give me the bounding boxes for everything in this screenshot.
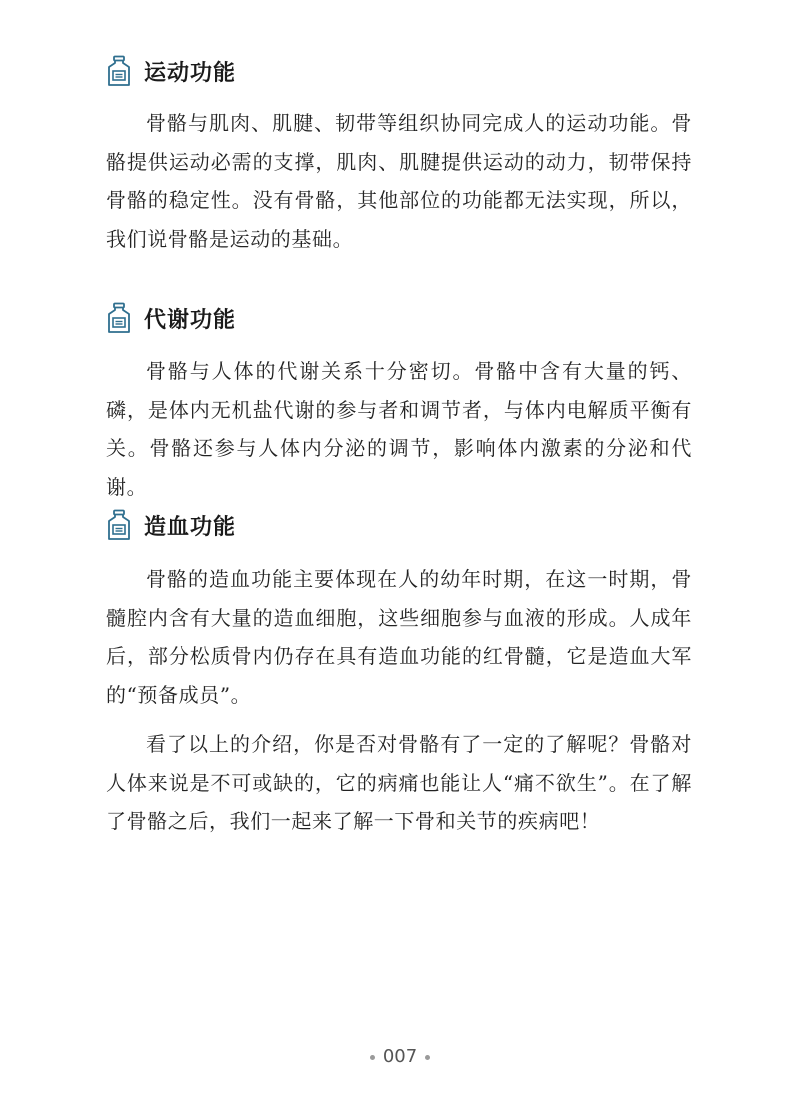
paragraph: 骨骼的造血功能主要体现在人的幼年时期，在这一时期，骨髓腔内含有大量的造血细胞，这些细胞参与血液的形成。人成年后，部分松质骨内仍存在具有造血功能的红骨髓，它是造血大军的“预备成员”。 <box>106 567 692 707</box>
paragraph: 看了以上的介绍，你是否对骨骼有了一定的了解呢？骨骼对人体来说是不可或缺的，它的病痛也能让人“痛不欲生”。在了解了骨骼之后，我们一起来了解一下骨和关节的疾病吧！ <box>106 732 692 833</box>
section-header-hematopoiesis <box>106 505 236 545</box>
section-header-metabolism <box>106 298 236 338</box>
page-number <box>0 1046 800 1067</box>
dot-left <box>370 1055 375 1060</box>
medicine-bottle-icon <box>106 302 132 334</box>
paragraph: 骨骼与肌肉、肌腱、韧带等组织协同完成人的运动功能。骨骼提供运动必需的支撑，肌肉、肌腱提供运动的动力，韧带保持骨骼的稳定性。没有骨骼，其他部位的功能都无法实现，所以，我们说骨骼是运动的基础。 <box>106 111 692 251</box>
dot-right <box>425 1055 430 1060</box>
medicine-bottle-icon <box>106 509 132 541</box>
section-title: 造血功能 <box>144 514 237 540</box>
section-title: 代谢功能 <box>144 307 237 333</box>
section-header-motion <box>106 51 236 91</box>
section-title: 运动功能 <box>144 60 237 86</box>
medicine-bottle-icon <box>106 55 132 87</box>
page-number-text: 007 <box>382 1046 418 1067</box>
paragraph: 骨骼与人体的代谢关系十分密切。骨骼中含有大量的钙、磷，是体内无机盐代谢的参与者和调节者，与体内电解质平衡有关。骨骼还参与人体内分泌的调节，影响体内激素的分泌和代谢。 <box>106 359 692 499</box>
